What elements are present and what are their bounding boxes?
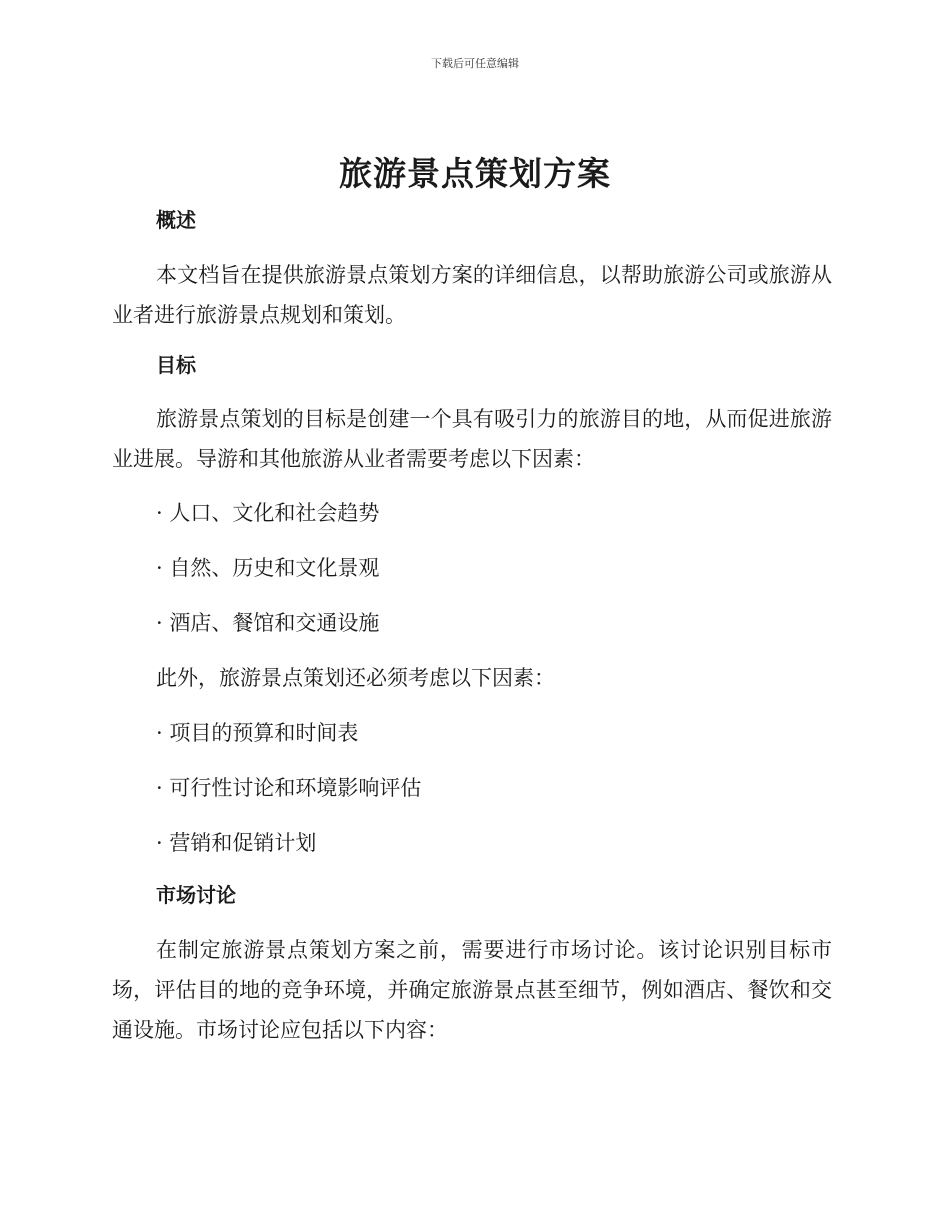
section-heading-overview: 概述 [156,208,196,232]
goals-paragraph: 旅游景点策划的目标是创建一个具有吸引力的旅游目的地，从而促进旅游业进展。导游和其他旅游从业者需要考虑以下因素： [112,407,832,471]
goals-additional-paragraph: 此外，旅游景点策划还必须考虑以下因素： [156,666,555,690]
list-item: · 可行性讨论和环境影响评估 [156,776,422,800]
goals-bullet-list [112,495,832,641]
document-body [112,202,832,1050]
section-overview [112,202,832,335]
list-item: · 酒店、餐馆和交通设施 [156,611,380,635]
overview-paragraph: 本文档旨在提供旅游景点策划方案的详细信息，以帮助旅游公司或旅游从业者进行旅游景点规划和策划。 [112,263,832,327]
market-paragraph: 在制定旅游景点策划方案之前，需要进行市场讨论。该讨论识别目标市场，评估目的地的竞争环境，并确定旅游景点甚至细节，例如酒店、餐饮和交通设施。市场讨论应包括以下内容： [112,938,832,1042]
section-goals [112,347,832,861]
section-heading-market: 市场讨论 [156,883,236,907]
list-item: · 项目的预算和时间表 [156,721,359,745]
section-heading-goals: 目标 [156,353,196,377]
list-item: · 人口、文化和社会趋势 [156,501,380,525]
document-title: 旅游景点策划方案 [339,154,611,193]
list-item: · 营销和促销计划 [156,831,317,855]
page-header: 下载后可任意编辑 [431,57,519,70]
list-item: · 自然、历史和文化景观 [156,556,380,580]
section-market [112,877,832,1050]
goals-bullet-list-2 [112,715,832,861]
